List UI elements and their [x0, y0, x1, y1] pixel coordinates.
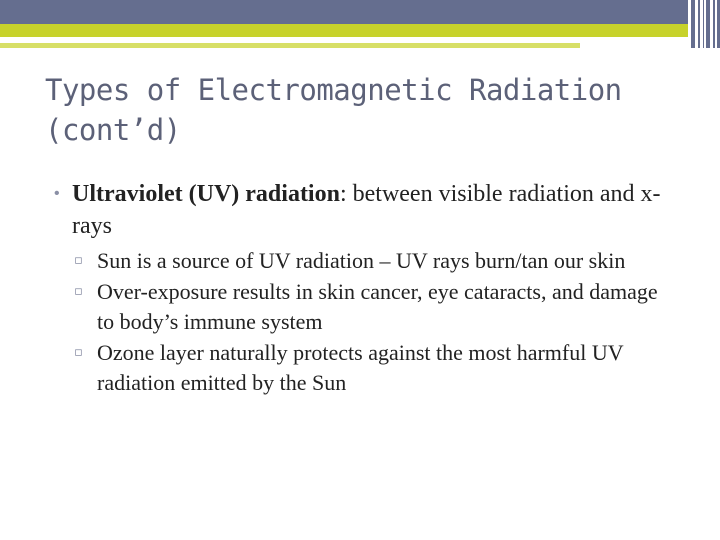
slide-body: [52, 178, 672, 399]
header-stripe: [713, 0, 715, 48]
bullet-icon: •: [54, 185, 60, 202]
header-accent-line: [0, 43, 580, 48]
sub-bullet-item: [52, 277, 672, 337]
bullet-definition: : between visible radiation and x-rays: [72, 181, 661, 239]
sub-bullet-text: Over-exposure results in skin cancer, eye cataracts, and damage to body’s immune system: [97, 279, 658, 334]
header-accent-band: [0, 24, 688, 37]
sub-bullet-text: Sun is a source of UV radiation – UV rays burn/tan our skin: [97, 248, 626, 273]
header-band: [0, 0, 688, 24]
sub-bullet-item: [52, 338, 672, 398]
sub-bullet-text: Ozone layer naturally protects against the most harmful UV radiation emitted by the Sun: [97, 340, 624, 395]
slide-title: Types of Electromagnetic Radiation (cont’d): [45, 73, 622, 147]
header-stripe: [698, 0, 700, 48]
header-stripe: [706, 0, 710, 48]
header-stripe: [691, 0, 695, 48]
bullet-item: [52, 178, 672, 242]
sub-bullet-icon: ▫: [74, 345, 83, 360]
sub-bullet-list: [52, 246, 672, 398]
bullet-term: Ultraviolet (UV) radiation: [72, 181, 340, 207]
sub-bullet-icon: ▫: [74, 284, 83, 299]
sub-bullet-item: [52, 246, 672, 276]
sub-bullet-icon: ▫: [74, 253, 83, 268]
header-stripe: [703, 0, 704, 48]
